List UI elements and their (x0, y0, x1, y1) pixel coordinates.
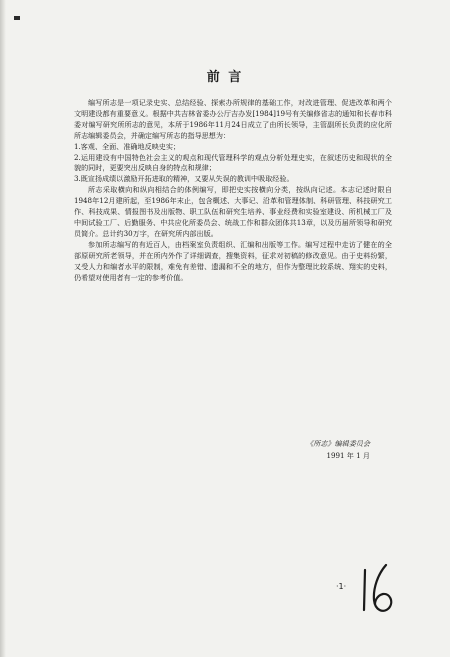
preface-body (74, 98, 392, 283)
signature-block (306, 438, 370, 462)
scan-mark (14, 16, 20, 20)
guideline-item-2: 2.运用建设有中国特色社会主义的观点和现代管理科学的观点分析处理史实，在叙述历史和现状的全貌的同时，更要突出反映自身的特点和规律； (74, 152, 392, 173)
paragraph-acknowledgement: 参加所志编写的有近百人，由档案室负责组织、汇编和出版等工作。编写过程中走访了健在的全部原研究所老领导，并在所内外作了详细调查，搜集资料，征求对初稿的修改意见。由于史料纷繁，又受人力和编者水平的限制，难免有差错、遗漏和不全的地方，但作为整理比较系统、翔实的史料，仍希望对使用者有一定的参考价值。 (74, 239, 392, 282)
page-number: ·1· (336, 582, 347, 591)
scan-edge-shadow (0, 0, 6, 657)
guideline-item-1: 1.客观、全面、准确地反映史实； (74, 141, 181, 151)
signature-date: 1991 年 1 月 (326, 451, 370, 460)
handwritten-page-number (356, 560, 400, 620)
guideline-item-3: 3.既宣扬成绩以激励开拓进取的精神，又要从失误的教训中吸取经验。 (74, 174, 294, 184)
paragraph-structure: 所志采取横向和纵向相结合的体例编写，即把史实按横向分类，按纵向记述。本志记述时限自1948年12月建所起，至1986年末止，包含概述、大事记、沿革和管理体制、科研管理、科技研究工作、科技成果、情报图书及出版物、职工队伍和研究生培养、事业经费和实验室建设、所机械工厂及中间试验工厂、后勤服务、中共应化所委员会、统战工作和群众团体共13章，以及历届所领导和研究员简介。总计约30万字，在研究所内部出版。 (74, 185, 392, 238)
signature-org: 《所志》编辑委员会 (306, 439, 370, 448)
page-title: 前 言 (206, 70, 244, 85)
paragraph-intro: 编写所志是一项记录史实、总结经验、探索办所规律的基础工作，对改进管理、促进改革和两个文明建设都有重要意义。根据中共吉林省委办公厅吉办发[1984]19号有关编修省志的通知和长春市科委对编写研究所所志的意见，本所于1986年11月24日成立了由所长领导，主管副所长负责的应化所所志编辑委员会，并确定编写所志的指导思想为： (74, 98, 392, 140)
